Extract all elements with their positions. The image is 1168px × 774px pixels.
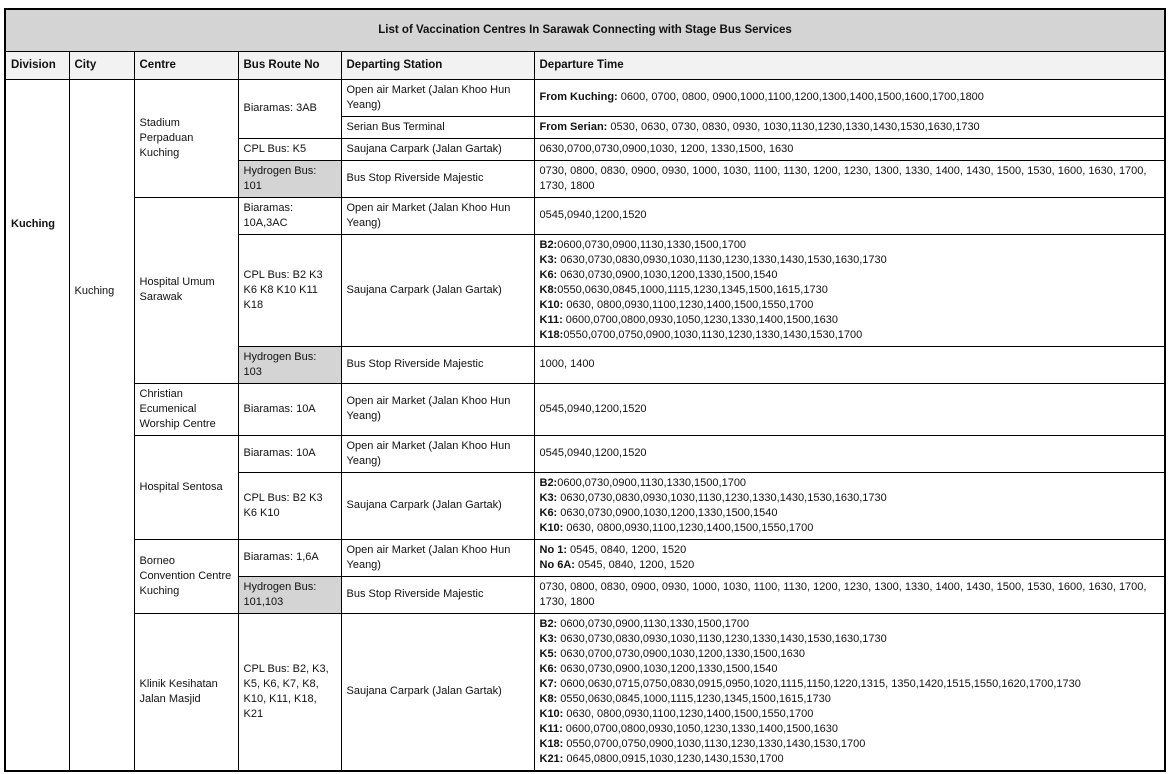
city-cell: Kuching (69, 79, 134, 771)
time-line: K5: 0630,0700,0730,0900,1030,1200,1330,1500,1630 (539, 647, 805, 660)
time-line: B2:0600,0730,0900,1130,1330,1500,1700 (539, 238, 747, 251)
col-header-departing-station: Departing Station (341, 51, 534, 79)
time-line: B2: 0600,0730,0900,1130,1330,1500,1700 (539, 617, 750, 630)
time-line: 0545,0940,1200,1520 (539, 447, 647, 459)
station-cell: Saujana Carpark (Jalan Gartak) (341, 613, 534, 771)
time-line: 0730, 0800, 0830, 0900, 0930, 1000, 1030, 1100, 1130, 1200, 1230, 1300, 1330, 1400, 1430, 1500, 1530, 1600, 1630, 1700, 1730, 1800 (539, 164, 1147, 192)
station-cell: Open air Market (Jalan Khoo Hun Yeang) (341, 197, 534, 234)
table-row (5, 435, 1165, 472)
time-cell (534, 116, 1165, 138)
route-cell: Biaramas: 1,6A (238, 539, 341, 576)
time-line: K7: 0600,0630,0715,0750,0830,0915,0950,1020,1115,1150,1220,1315, 1350,1420,1515,1550,1620,1700,1730 (539, 677, 1081, 690)
time-line: K8:0550,0630,0845,1000,1115,1230,1345,1500,1615,1730 (539, 283, 828, 296)
time-line: From Serian: 0530, 0630, 0730, 0830, 0930, 1030,1130,1230,1330,1430,1530,1630,1730 (539, 120, 980, 133)
time-cell (534, 138, 1165, 160)
col-header-division: Division (5, 51, 69, 79)
time-line: K3: 0630,0730,0830,0930,1030,1130,1230,1330,1430,1530,1630,1730 (539, 491, 887, 504)
time-line: K6: 0630,0730,0900,1030,1200,1330,1500,1540 (539, 506, 778, 519)
time-line: No 6A: 0545, 0840, 1200, 1520 (539, 558, 695, 571)
table-row (5, 613, 1165, 771)
time-cell (534, 472, 1165, 539)
time-line: 0545,0940,1200,1520 (539, 402, 647, 415)
time-line: From Kuching: 0600, 0700, 0800, 0900,1000,1100,1200,1300,1400,1500,1600,1700,1800 (539, 91, 984, 103)
route-cell: CPL Bus: B2, K3, K5, K6, K7, K8, K10, K11, K18, K21 (238, 613, 341, 771)
station-cell: Bus Stop Riverside Majestic (341, 160, 534, 197)
time-line: K10: 0630, 0800,0930,1100,1230,1400,1500,1550,1700 (539, 521, 814, 534)
station-cell: Open air Market (Jalan Khoo Hun Yeang) (341, 539, 534, 576)
time-cell (534, 346, 1165, 383)
time-line: K18:0550,0700,0750,0900,1030,1130,1230,1330,1430,1530,1700 (539, 328, 863, 341)
time-line: No 1: 0545, 0840, 1200, 1520 (539, 543, 687, 556)
station-cell: Open air Market (Jalan Khoo Hun Yeang) (341, 79, 534, 116)
centre-cell: Stadium Perpaduan Kuching (134, 79, 238, 197)
col-header-city: City (69, 51, 134, 79)
time-cell (534, 197, 1165, 234)
division-cell: Kuching (5, 79, 69, 771)
route-cell: Hydrogen Bus: 101 (238, 160, 341, 197)
time-cell (534, 79, 1165, 116)
centre-cell: Hospital Sentosa (134, 435, 238, 539)
route-cell: CPL Bus: K5 (238, 138, 341, 160)
station-cell: Bus Stop Riverside Majestic (341, 346, 534, 383)
time-line: K6: 0630,0730,0900,1030,1200,1330,1500,1540 (539, 662, 778, 675)
table-title: List of Vaccination Centres In Sarawak Connecting with Stage Bus Services (5, 9, 1165, 51)
station-cell: Saujana Carpark (Jalan Gartak) (341, 234, 534, 346)
time-cell (534, 539, 1165, 576)
table-row (5, 539, 1165, 576)
station-cell: Open air Market (Jalan Khoo Hun Yeang) (341, 435, 534, 472)
col-header-departure-time: Departure Time (534, 51, 1165, 79)
time-line: K21: 0645,0800,0915,1030,1230,1430,1530,1700 (539, 752, 784, 765)
time-line: K10: 0630, 0800,0930,1100,1230,1400,1500,1550,1700 (539, 707, 814, 720)
table-row (5, 79, 1165, 116)
time-cell (534, 383, 1165, 435)
time-line: K3: 0630,0730,0830,0930,1030,1130,1230,1330,1430,1530,1630,1730 (539, 253, 887, 266)
station-cell: Open air Market (Jalan Khoo Hun Yeang) (341, 383, 534, 435)
title-row (5, 9, 1165, 51)
centre-cell: Christian Ecumenical Worship Centre (134, 383, 238, 435)
time-line: K10: 0630, 0800,0930,1100,1230,1400,1500,1550,1700 (539, 298, 814, 311)
time-line: K18: 0550,0700,0750,0900,1030,1130,1230,1330,1430,1530,1700 (539, 737, 866, 750)
time-line: 0630,0700,0730,0900,1030, 1200, 1330,1500, 1630 (539, 142, 794, 155)
time-cell (534, 435, 1165, 472)
time-cell (534, 160, 1165, 197)
time-line: K11: 0600,0700,0800,0930,1050,1230,1330,1400,1500,1630 (539, 313, 839, 326)
station-cell: Saujana Carpark (Jalan Gartak) (341, 472, 534, 539)
table-row (5, 197, 1165, 234)
col-header-centre: Centre (134, 51, 238, 79)
route-cell: Hydrogen Bus: 103 (238, 346, 341, 383)
centre-cell: Klinik Kesihatan Jalan Masjid (134, 613, 238, 771)
centre-cell: Hospital Umum Sarawak (134, 197, 238, 383)
station-cell: Bus Stop Riverside Majestic (341, 576, 534, 613)
route-cell: Biaramas: 10A (238, 383, 341, 435)
header-row (5, 51, 1165, 79)
centre-cell: Borneo Convention Centre Kuching (134, 539, 238, 613)
time-line: B2:0600,0730,0900,1130,1330,1500,1700 (539, 476, 747, 489)
station-cell: Serian Bus Terminal (341, 116, 534, 138)
time-line: 0545,0940,1200,1520 (539, 209, 647, 221)
station-cell: Saujana Carpark (Jalan Gartak) (341, 138, 534, 160)
route-cell: Biaramas: 10A,3AC (238, 197, 341, 234)
time-line: K6: 0630,0730,0900,1030,1200,1330,1500,1540 (539, 268, 778, 281)
time-cell (534, 234, 1165, 346)
route-cell: Biaramas: 3AB (238, 79, 341, 138)
route-cell: CPL Bus: B2 K3 K6 K10 (238, 472, 341, 539)
time-cell (534, 576, 1165, 613)
time-line: 0730, 0800, 0830, 0900, 0930, 1000, 1030, 1100, 1130, 1200, 1230, 1300, 1330, 1400, 1430, 1500, 1530, 1600, 1630, 1700, 1730, 1800 (539, 580, 1147, 608)
time-line: K11: 0600,0700,0800,0930,1050,1230,1330,1400,1500,1630 (539, 722, 839, 735)
route-cell: Hydrogen Bus: 101,103 (238, 576, 341, 613)
route-cell: Biaramas: 10A (238, 435, 341, 472)
table-body (5, 79, 1165, 771)
time-line: 1000, 1400 (539, 358, 595, 370)
route-cell: CPL Bus: B2 K3 K6 K8 K10 K11 K18 (238, 234, 341, 346)
time-line: K3: 0630,0730,0830,0930,1030,1130,1230,1330,1430,1530,1630,1730 (539, 632, 887, 645)
table-row (5, 383, 1165, 435)
time-line: K8: 0550,0630,0845,1000,1115,1230,1345,1500,1615,1730 (539, 692, 831, 705)
time-cell (534, 613, 1165, 771)
vaccination-centres-table (4, 8, 1166, 772)
col-header-bus-route-no: Bus Route No (238, 51, 341, 79)
